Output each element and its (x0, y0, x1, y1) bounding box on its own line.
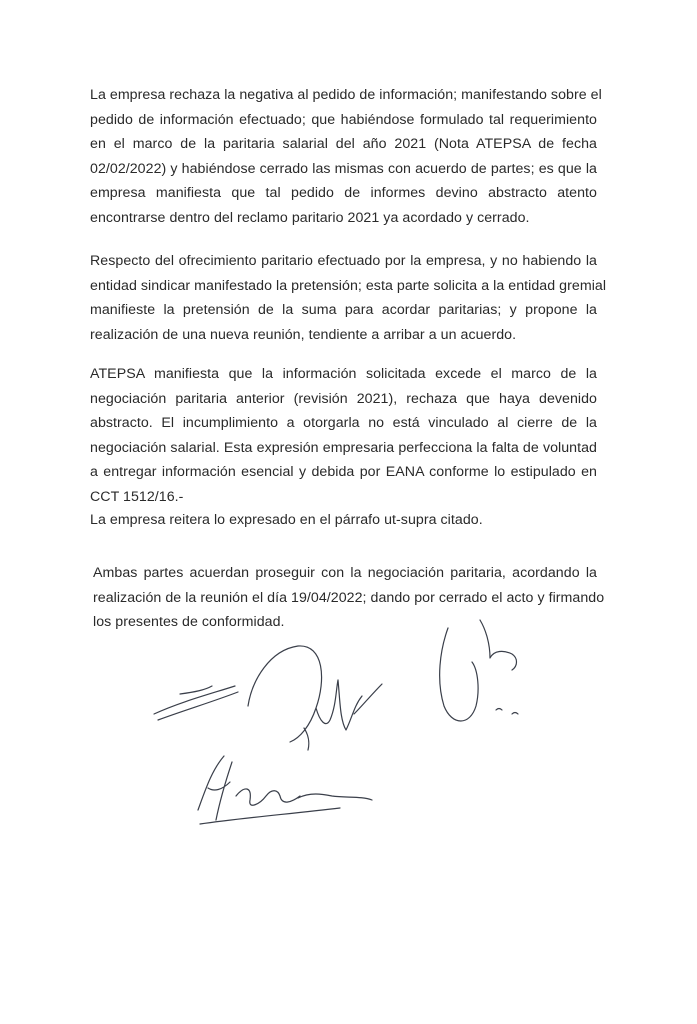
paragraph-company-rejection (90, 83, 602, 231)
text-line: manifieste la pretensión de la suma para acordar paritarias; y propone la (90, 302, 597, 319)
text-line: ATEPSA manifiesta que la información solicitada excede el marco de la (90, 366, 597, 382)
paragraph-company-reiterates (90, 508, 597, 533)
text-line: CCT 1512/16.- (90, 488, 184, 505)
text-line: 02/02/2022) y habiéndose cerrado las mismas con acuerdo de partes; es que la (90, 160, 597, 177)
paragraph-atepsa-statement (90, 362, 597, 510)
text-line: encontrarse dentro del reclamo paritario 2021 ya acordado y cerrado. (90, 209, 530, 226)
text-line: negociación salarial. Esta expresión empresaria perfecciona la falta de voluntad (90, 439, 597, 456)
signature-lower (198, 756, 372, 824)
text-line: negociación paritaria anterior (revisión 2021), rechaza que haya devenido (90, 390, 597, 407)
text-line: La empresa reitera lo expresado en el párrafo ut-supra citado. (90, 512, 483, 528)
paragraph-offer-response (90, 249, 607, 347)
text-line: entidad sindicar manifestado la pretensión; esta parte solicita a la entidad gremial (90, 277, 607, 294)
text-line: Respecto del ofrecimiento paritario efectuado por la empresa, y no habiendo la (90, 253, 597, 269)
text-line: realización de una nueva reunión, tendiente a arribar a un acuerdo. (90, 326, 517, 343)
text-line: pedido de información efectuado; que habiéndose formulado tal requerimiento (90, 111, 597, 128)
text-line: los presentes de conformidad. (93, 614, 285, 631)
text-line: a entregar información esencial y debida por EANA conforme lo estipulado en (90, 464, 597, 481)
signatures (140, 610, 560, 840)
text-line: empresa manifiesta que tal pedido de informes devino abstracto atento (90, 185, 597, 202)
text-line: realización de la reunión el día 19/04/2022; dando por cerrado el acto y firmando (93, 589, 605, 606)
signature-scribble-left (154, 686, 238, 720)
signature-right (440, 620, 518, 721)
text-line: Ambas partes acuerdan proseguir con la negociación paritaria, acordando la (93, 565, 597, 581)
signature-middle (248, 646, 382, 750)
text-line: en el marco de la paritaria salarial del año 2021 (Nota ATEPSA de fecha (90, 136, 597, 153)
text-line: abstracto. El incumplimiento a otorgarla no está vinculado al cierre de la (90, 415, 597, 432)
text-line: La empresa rechaza la negativa al pedido de información; manifestando sobre el (90, 87, 602, 103)
